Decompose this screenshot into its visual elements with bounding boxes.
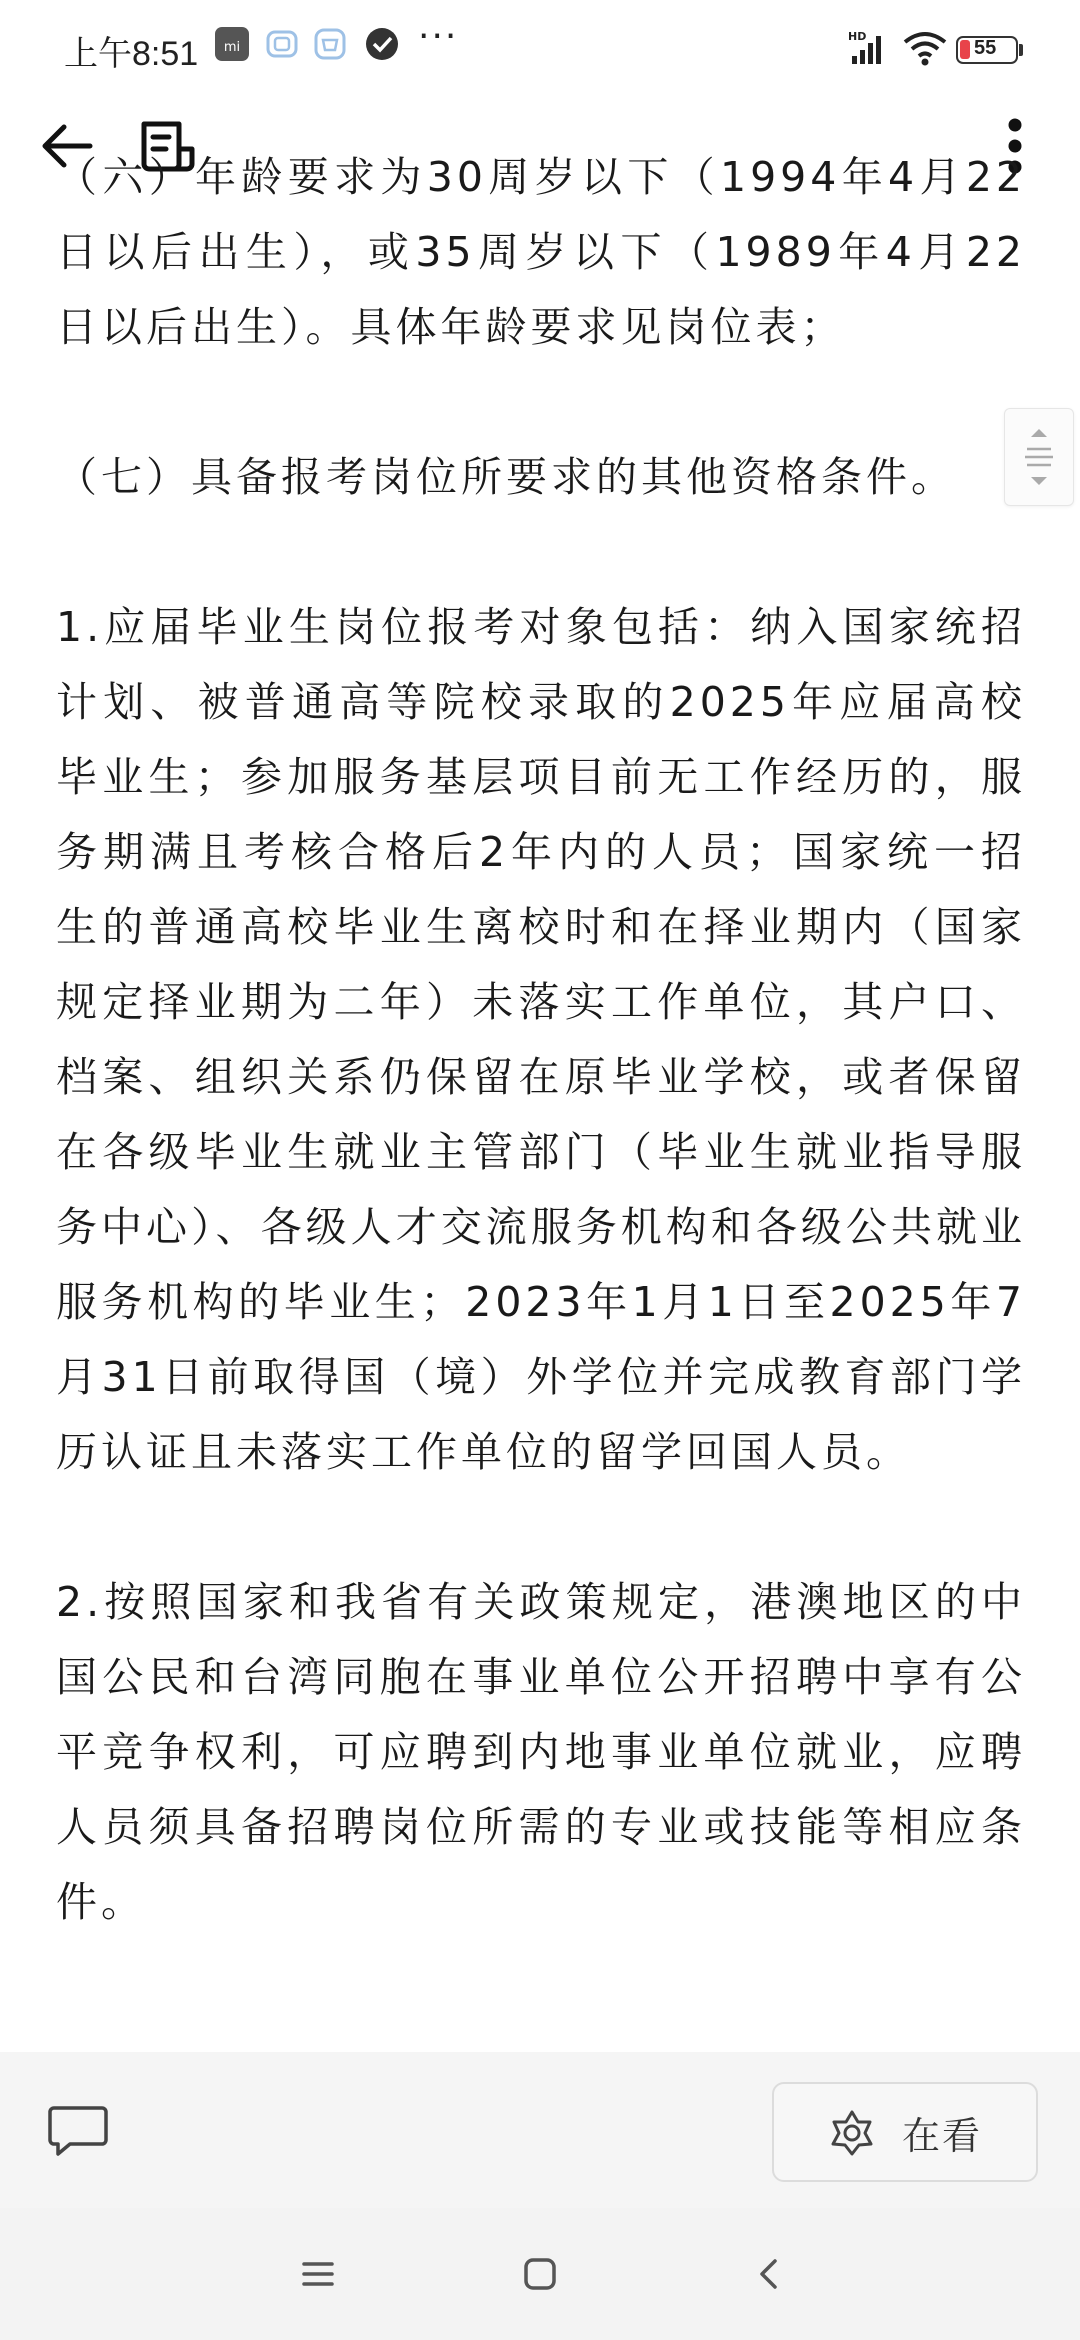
comment-button[interactable] bbox=[46, 2098, 110, 2162]
article-paragraph: 2.按照国家和我省有关政策规定，港澳地区的中国公民和台湾同胞在事业单位公开招聘中享有公平竞争权利，可应聘到内地事业单位就业，应聘人员须具备招聘岗位所需的专业或技能等相应条件。 bbox=[56, 1578, 1026, 1926]
looking-label: 在看 bbox=[901, 2113, 982, 2158]
chevron-left-icon bbox=[756, 2257, 780, 2291]
network-type-label: HD bbox=[848, 30, 867, 43]
flower-icon bbox=[828, 2108, 876, 2156]
svg-text:mi: mi bbox=[223, 40, 241, 55]
article-paragraph: （六）年龄要求为30周岁以下（1994年4月22日以后出生），或35周岁以下（1989年4月22日以后出生）。具体年龄要求见岗位表； bbox=[56, 153, 1026, 351]
battery-cap bbox=[1019, 44, 1023, 56]
status-time: 上午8:51 bbox=[64, 35, 199, 73]
scroll-handle[interactable] bbox=[1004, 408, 1074, 506]
nav-back-button[interactable] bbox=[736, 2242, 800, 2306]
drag-lines-icon bbox=[1005, 409, 1073, 505]
notification-app-icon bbox=[262, 24, 302, 64]
bottom-action-bar bbox=[0, 2052, 1080, 2208]
signal-icon bbox=[846, 28, 896, 68]
battery-fill bbox=[960, 40, 970, 59]
looking-button[interactable] bbox=[772, 2082, 1038, 2182]
check-circle-icon bbox=[362, 24, 402, 64]
nav-menu-button[interactable] bbox=[286, 2242, 350, 2306]
nav-home-button[interactable] bbox=[508, 2242, 572, 2306]
home-square-icon bbox=[523, 2257, 557, 2291]
article-body bbox=[56, 153, 1026, 2050]
system-nav-bar bbox=[0, 2208, 1080, 2340]
shopping-app-icon bbox=[310, 24, 350, 64]
article-paragraph: （七）具备报考岗位所要求的其他资格条件。 bbox=[56, 453, 956, 501]
wifi-icon bbox=[902, 28, 948, 68]
menu-icon bbox=[301, 2259, 335, 2289]
status-more-icon: ··· bbox=[418, 16, 459, 57]
mi-app-icon bbox=[212, 24, 252, 64]
comment-icon bbox=[46, 2098, 110, 2162]
status-bar bbox=[0, 0, 1080, 100]
battery-indicator bbox=[956, 36, 1018, 64]
article-paragraph: 1.应届毕业生岗位报考对象包括：纳入国家统招计划、被普通高等院校录取的2025年应届高校毕业生；参加服务基层项目前无工作经历的，服务期满且考核合格后2年内的人员；国家统一招生的普通高校毕业生离校时和在择业期内（国家规定择业期为二年）未落实工作单位，其户口、档案、组织关系仍保留在原毕业学校，或者保留在各级毕业生就业主管部门（毕业生就业指导服务中心）、各级人才交流服务机构和各级公共就业服务机构的毕业生；2023年1月1日至2025年7月31日前取得国（境）外学位并完成教育部门学历认证且未落实工作单位的留学回国人员。 bbox=[56, 603, 1026, 1476]
battery-level: 55 bbox=[974, 37, 997, 59]
